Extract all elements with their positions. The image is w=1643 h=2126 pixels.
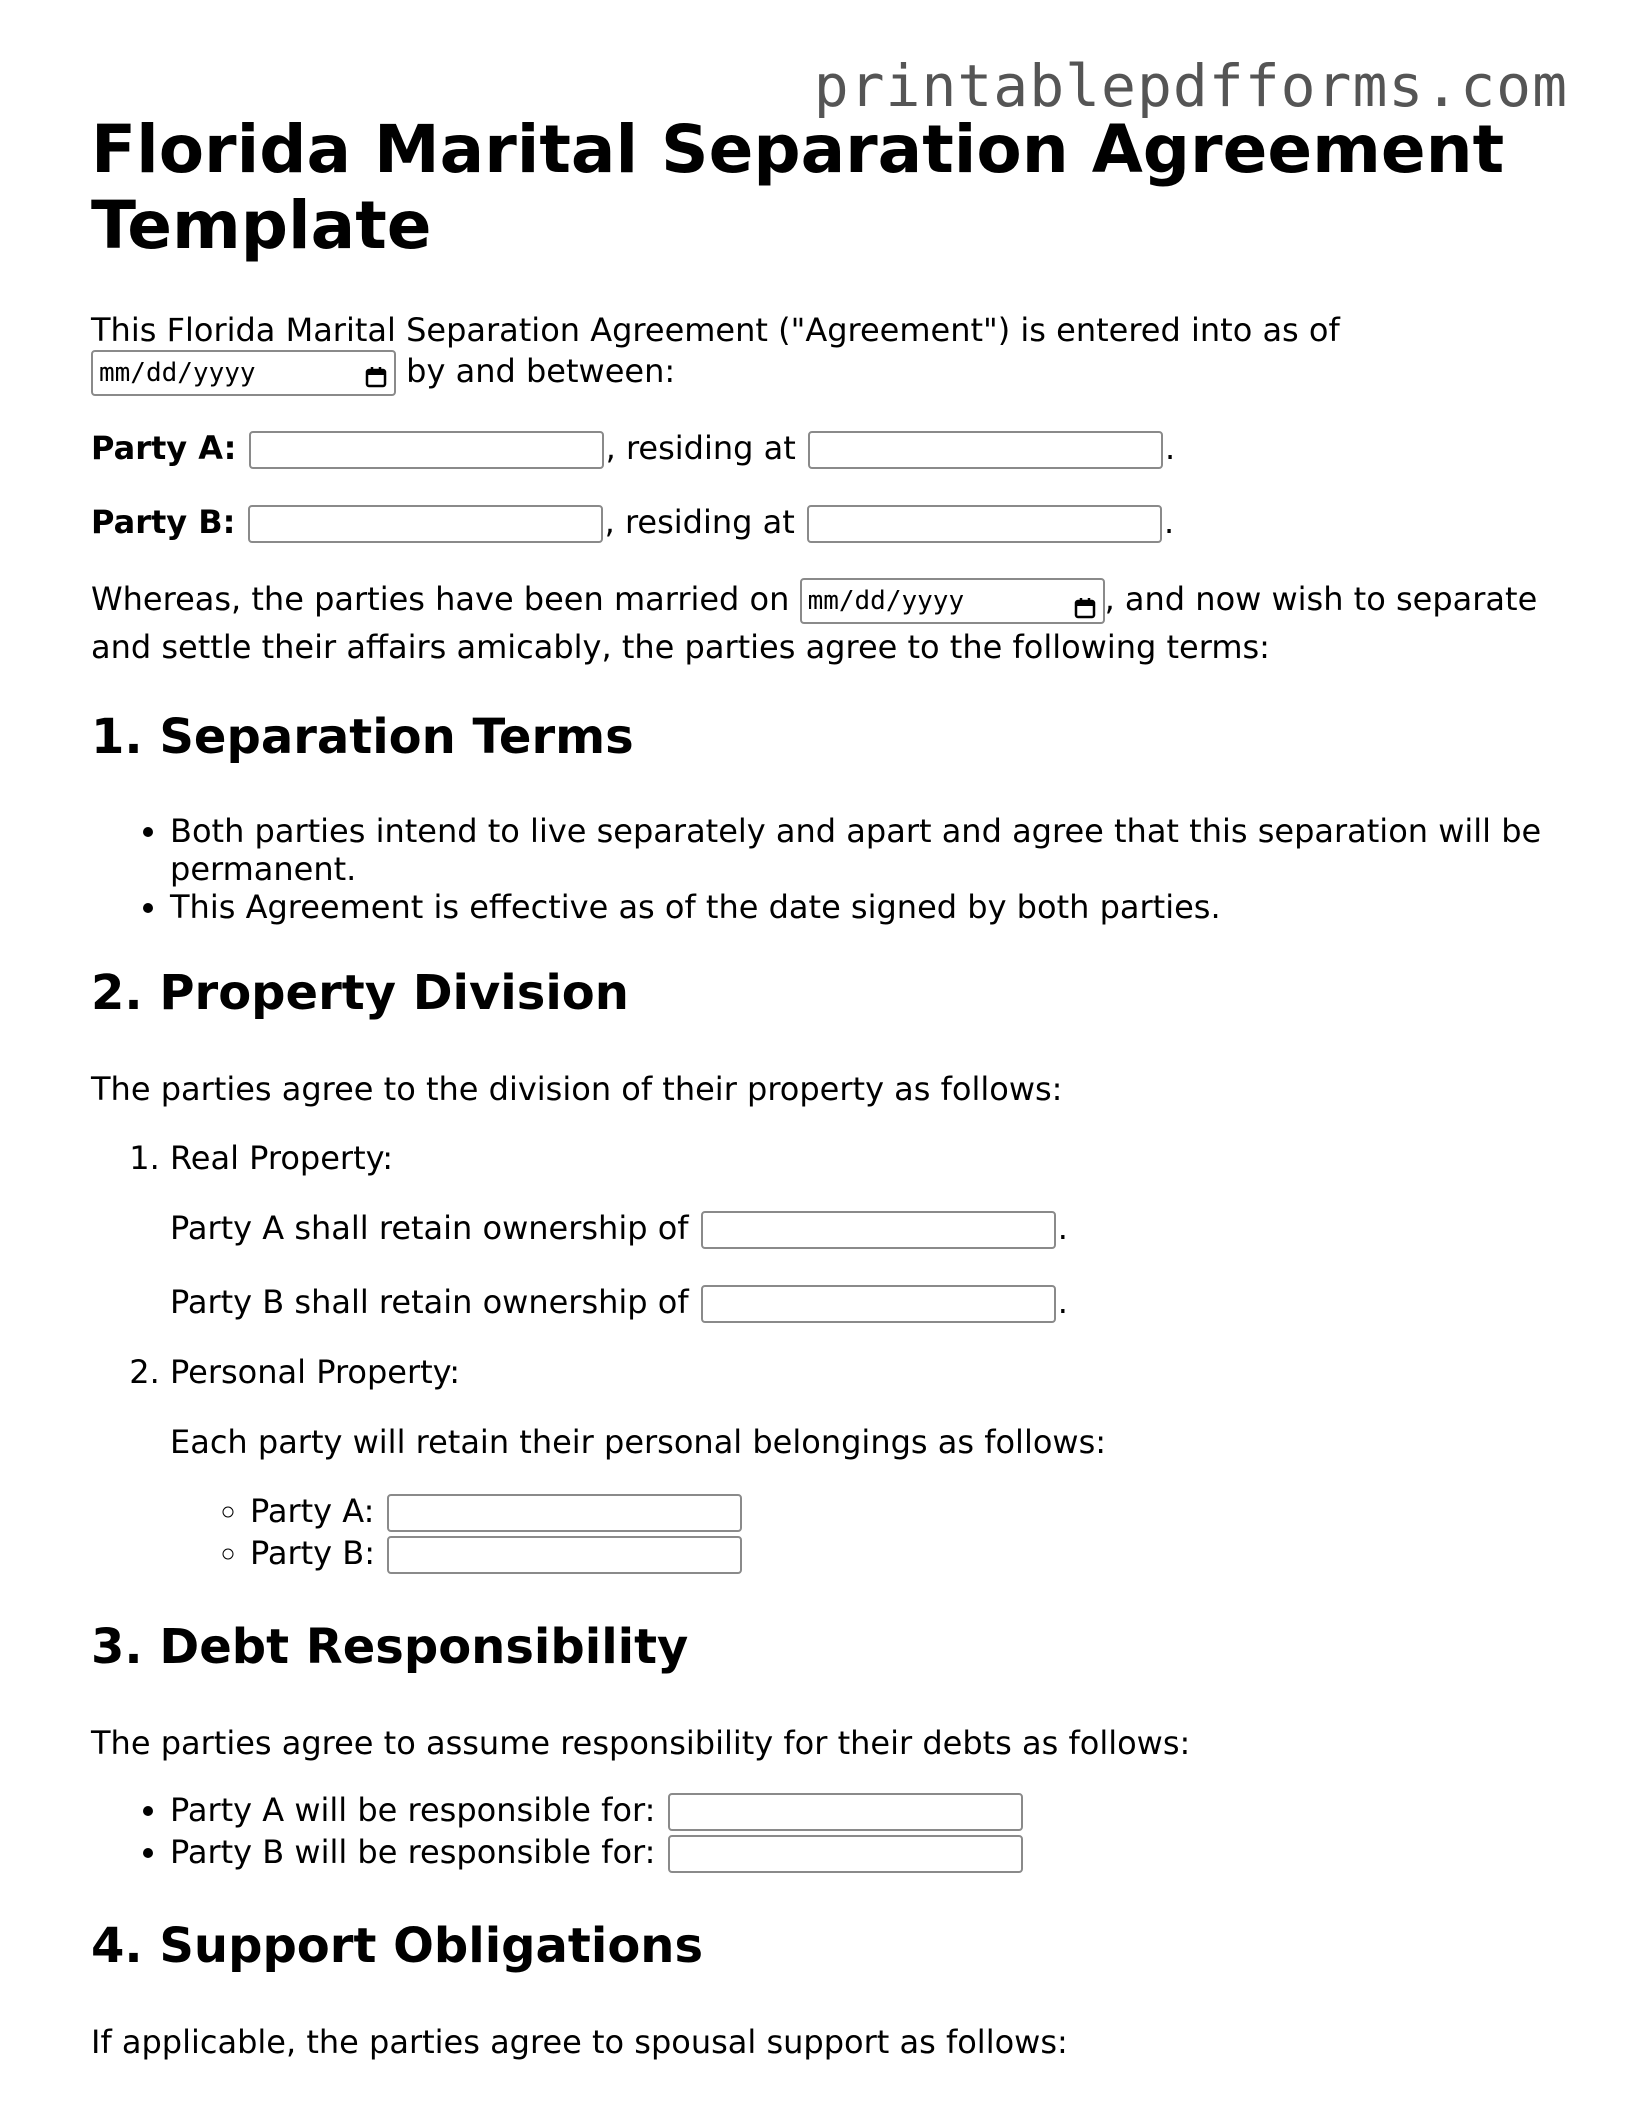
real-property-party-b-input[interactable]: [701, 1285, 1056, 1323]
personal-property-list: [170, 1490, 1571, 1574]
agreement-date-placeholder: mm/dd/yyyy: [99, 358, 256, 388]
debt-party-b-input[interactable]: [668, 1835, 1023, 1873]
party-b-line: [91, 500, 1571, 544]
marriage-date-input[interactable]: [800, 578, 1105, 624]
personal-property-label: Personal Property:: [170, 1353, 461, 1392]
property-intro: The parties agree to the division of their property as follows:: [91, 1070, 1063, 1108]
debt-intro: The parties agree to assume responsibility for their debts as follows:: [91, 1724, 1191, 1763]
page-title: Florida Marital Separation Agreement Template: [91, 111, 1505, 264]
party-b-name-input[interactable]: [248, 505, 603, 543]
personal-property-party-a-label: Party A:: [250, 1492, 375, 1531]
whereas-paragraph: [91, 576, 1571, 670]
whereas-text-after: , and now wish to separate and settle their affairs amicably, the parties agree to the following terms:: [91, 580, 1538, 666]
intro-text-after: by and between:: [406, 352, 676, 390]
list-item: [250, 1490, 1571, 1532]
real-property-party-a: [170, 1206, 1571, 1250]
watermark: printablepdfforms.com: [813, 52, 1568, 120]
real-property-item: [170, 1138, 1571, 1324]
party-a-residing-label: , residing at: [605, 429, 796, 467]
intro-text-before: This Florida Marital Separation Agreement ("Agreement") is entered into as of: [91, 311, 1340, 349]
list-item: [170, 1789, 1571, 1831]
debt-party-b-label: Party B will be responsible for:: [170, 1832, 656, 1871]
party-a-label: Party A:: [91, 429, 237, 467]
marriage-date-placeholder: mm/dd/yyyy: [807, 586, 965, 616]
whereas-text-before: Whereas, the parties have been married on: [91, 580, 790, 618]
list-item: • Both parties intend to live separately and apart and agree that this separation will be permanent.: [170, 812, 1571, 888]
list-item: [170, 1831, 1571, 1873]
calendar-icon[interactable]: [1073, 589, 1097, 613]
real-property-party-a-text: Party A shall retain ownership of: [170, 1209, 689, 1248]
debt-party-a-input[interactable]: [668, 1793, 1023, 1831]
section-1-title: 1. Separation Terms: [91, 709, 634, 765]
section-3-title: 3. Debt Responsibility: [91, 1619, 689, 1676]
section-4-title: 4. Support Obligations: [91, 1917, 704, 1974]
real-property-party-a-input[interactable]: [701, 1211, 1056, 1249]
personal-property-party-b-label: Party B:: [250, 1534, 376, 1573]
party-b-label: Party B:: [91, 503, 236, 541]
party-b-residing-label: , residing at: [604, 503, 795, 541]
list-item: [250, 1532, 1571, 1574]
calendar-icon[interactable]: [364, 361, 388, 385]
party-a-name-input[interactable]: [249, 431, 604, 469]
list-item: • This Agreement is effective as of the date signed by both parties.: [170, 888, 1571, 926]
section-2-title: 2. Property Division: [91, 965, 629, 1021]
personal-property-party-a-input[interactable]: [387, 1494, 742, 1532]
real-property-party-a-end: .: [1057, 1209, 1068, 1248]
party-b-address-input[interactable]: [807, 505, 1162, 543]
separation-terms-list: [91, 812, 1571, 926]
party-b-end: .: [1163, 503, 1175, 541]
support-intro: If applicable, the parties agree to spousal support as follows:: [91, 2022, 1068, 2061]
property-list: [91, 1138, 1571, 1574]
debt-party-a-label: Party A will be responsible for:: [170, 1790, 656, 1829]
real-property-party-b: [170, 1280, 1571, 1324]
personal-property-item: [170, 1352, 1571, 1574]
personal-property-text: Each party will retain their personal belongings as follows:: [170, 1423, 1107, 1462]
debt-list: [91, 1789, 1571, 1873]
document-body: [91, 112, 1571, 2061]
party-a-line: [91, 426, 1571, 470]
personal-property-party-b-input[interactable]: [387, 1536, 742, 1574]
agreement-date-input[interactable]: [91, 350, 396, 396]
real-property-party-b-end: .: [1057, 1283, 1068, 1322]
party-a-address-input[interactable]: [808, 431, 1163, 469]
real-property-label: Real Property:: [170, 1139, 394, 1178]
party-a-end: .: [1164, 429, 1176, 467]
real-property-party-b-text: Party B shall retain ownership of: [170, 1283, 689, 1322]
intro-paragraph: [91, 310, 1571, 396]
